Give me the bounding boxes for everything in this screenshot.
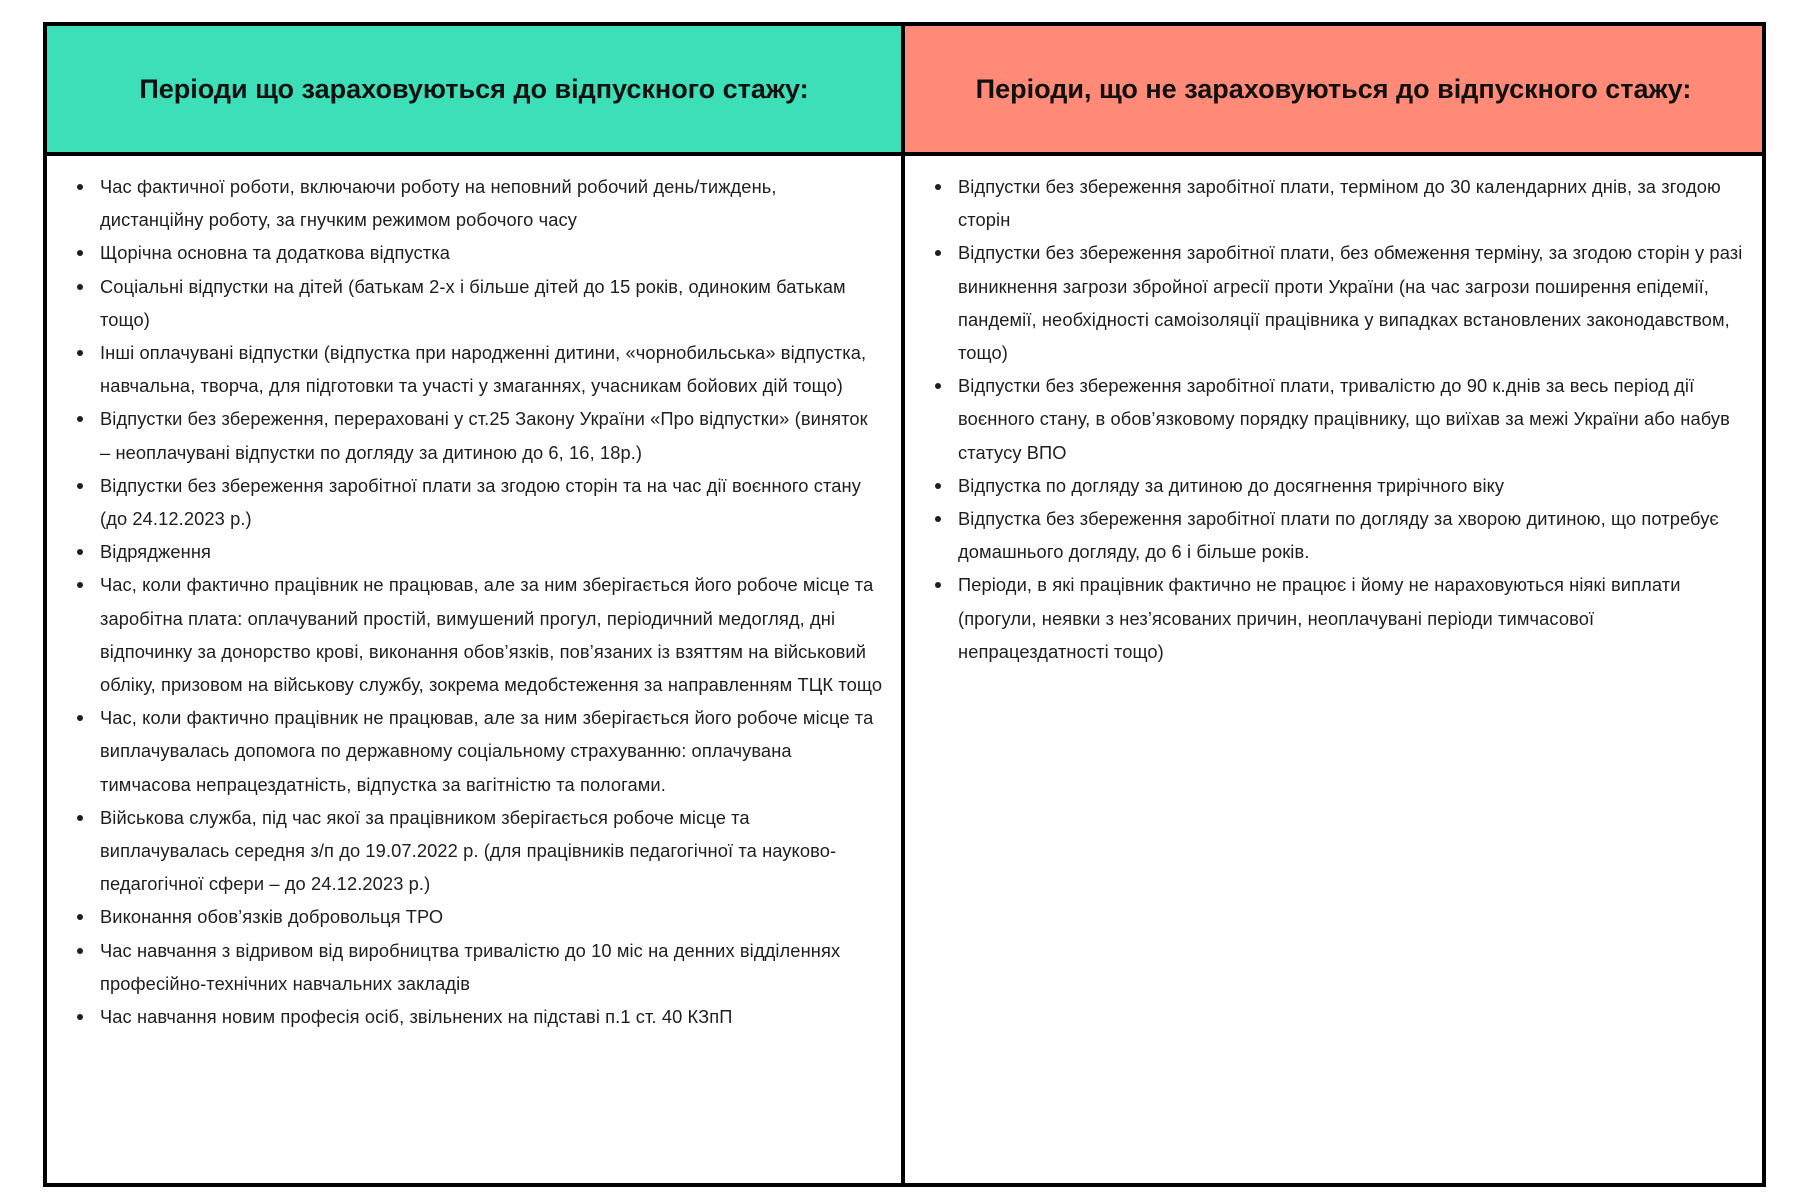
list-item: Періоди, в які працівник фактично не працює і йому не нараховуються ніякі виплати (прогули, неявки з нез’ясованих причин, неоплачувані періоди тимчасової непрацездатності тощо) <box>933 568 1744 668</box>
list-item: Відпустки без збереження, перераховані у ст.25 Закону України «Про відпустки» (виняток – неоплачувані відпустки по догляду за дитиною до 6, 16, 18р.) <box>75 402 883 468</box>
bullet-icon <box>935 184 941 190</box>
list-item: Соціальні відпустки на дітей (батькам 2-х і більше дітей до 15 років, одиноким батькам тощо) <box>75 270 883 336</box>
vacation-seniority-table <box>43 22 1766 1187</box>
included-periods-cell <box>47 156 905 1183</box>
bullet-icon <box>77 582 83 588</box>
bullet-icon <box>935 516 941 522</box>
bullet-icon <box>77 948 83 954</box>
list-item: Відрядження <box>75 535 883 568</box>
list-item: Щорічна основна та додаткова відпустка <box>75 236 883 269</box>
list-item: Інші оплачувані відпустки (відпустка при народженні дитини, «чорнобильська» відпустка, навчальна, творча, для підготовки та участі у змаганнях, учасникам бойових дій тощо) <box>75 336 883 402</box>
bullet-icon <box>77 250 83 256</box>
bullet-icon <box>77 184 83 190</box>
bullet-icon <box>77 914 83 920</box>
excluded-periods-list <box>933 170 1744 668</box>
list-item: Відпустка без збереження заробітної плати по догляду за хворою дитиною, що потребує домашнього догляду, до 6 і більше років. <box>933 502 1744 568</box>
bullet-icon <box>77 350 83 356</box>
included-periods-header <box>47 26 905 156</box>
list-item: Час навчання з відривом від виробництва тривалістю до 10 міс на денних відділеннях професійно-технічних навчальних закладів <box>75 934 883 1000</box>
bullet-icon <box>77 416 83 422</box>
excluded-periods-cell <box>905 156 1762 1183</box>
list-item: Відпустка по догляду за дитиною до досягнення трирічного віку <box>933 469 1744 502</box>
bullet-icon <box>77 815 83 821</box>
excluded-periods-title: Періоди, що не зараховуються до відпускного стажу: <box>975 74 1692 104</box>
list-item: Відпустки без збереження заробітної плати, без обмеження терміну, за згодою сторін у разі виникнення загрози збройної агресії проти України (на час загрози поширення епідемії, пандемії, необхідності самоізоляції працівника у випадках встановлених законодавством, тощо) <box>933 236 1744 369</box>
bullet-icon <box>77 1014 83 1020</box>
list-item: Відпустки без збереження заробітної плати, терміном до 30 календарних днів, за згодою сторін <box>933 170 1744 236</box>
excluded-periods-header <box>905 26 1762 156</box>
included-periods-list <box>75 170 883 1033</box>
bullet-icon <box>77 284 83 290</box>
list-item: Час навчання новим професія осіб, звільнених на підставі п.1 ст. 40 КЗпП <box>75 1000 883 1033</box>
bullet-icon <box>935 383 941 389</box>
list-item: Відпустки без збереження заробітної плати за згодою сторін та на час дії воєнного стану (до 24.12.2023 р.) <box>75 469 883 535</box>
bullet-icon <box>77 715 83 721</box>
list-item: Військова служба, під час якої за працівником зберігається робоче місце та виплачувалась середня з/п до 19.07.2022 р. (для працівників педагогічної та науково-педагогічної сфери – до 24.12.2023 р.) <box>75 801 883 901</box>
bullet-icon <box>935 582 941 588</box>
included-periods-title: Періоди що зараховуються до відпускного стажу: <box>139 74 809 104</box>
list-item: Виконання обов’язків добровольця ТРО <box>75 900 883 933</box>
list-item: Час, коли фактично працівник не працював, але за ним зберігається його робоче місце та заробітна плата: оплачуваний простій, вимушений прогул, періодичний медогляд, дні відпочинку за донорство крові, виконання обов’язків, пов’язаних із взяттям на військовий обліку, призовом на військову службу, зокрема медобстеження за направленням ТЦК тощо <box>75 568 883 701</box>
bullet-icon <box>935 483 941 489</box>
bullet-icon <box>935 250 941 256</box>
list-item: Час, коли фактично працівник не працював, але за ним зберігається його робоче місце та виплачувалась допомога по державному соціальному страхуванню: оплачувана тимчасова непрацездатність, відпустка за вагітністю та пологами. <box>75 701 883 801</box>
bullet-icon <box>77 483 83 489</box>
list-item: Час фактичної роботи, включаючи роботу на неповний робочий день/тиждень, дистанційну роботу, за гнучким режимом робочого часу <box>75 170 883 236</box>
bullet-icon <box>77 549 83 555</box>
list-item: Відпустки без збереження заробітної плати, тривалістю до 90 к.днів за весь період дії воєнного стану, в обов’язковому порядку працівнику, що виїхав за межі України або набув статусу ВПО <box>933 369 1744 469</box>
